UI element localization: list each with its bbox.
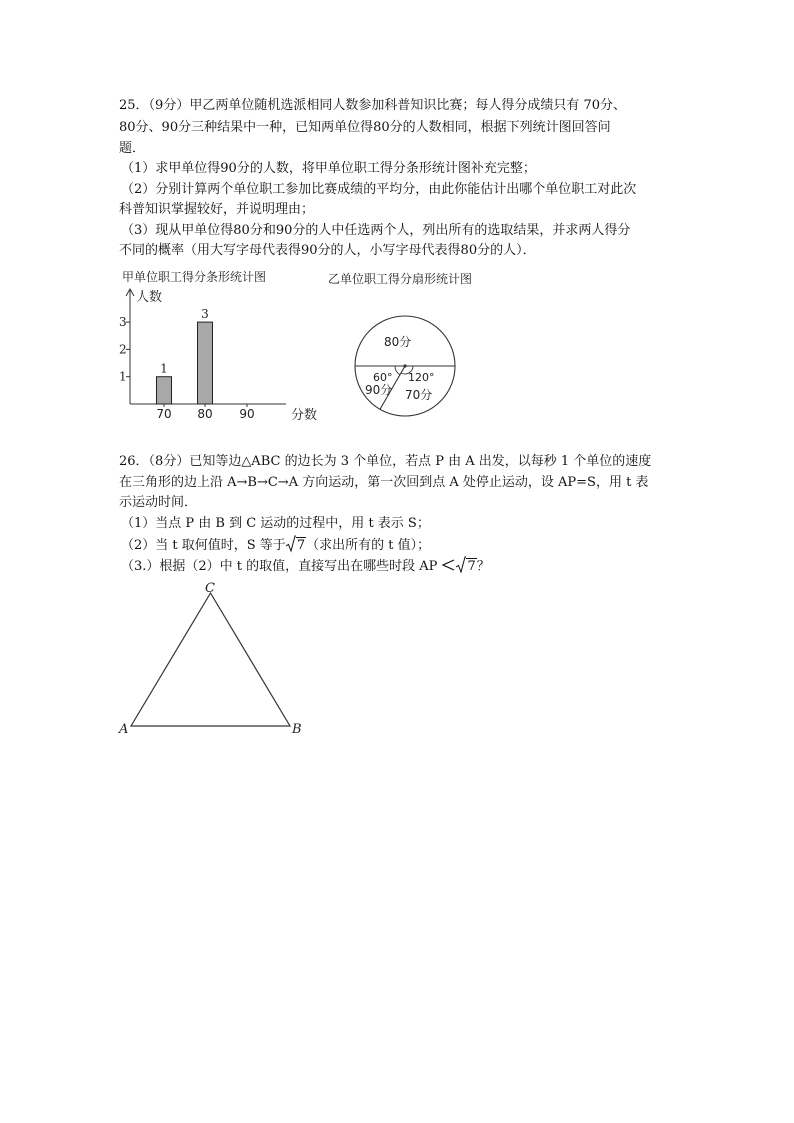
y-tick-label: 3	[119, 315, 127, 330]
equilateral-triangle	[131, 593, 290, 726]
x-axis-label: 分数	[291, 408, 318, 423]
q26-part-3	[121, 556, 490, 576]
y-tick-label: 1	[119, 369, 127, 384]
bar-80	[198, 322, 213, 404]
vertex-label-c: C	[205, 581, 215, 596]
triangle-figure	[110, 575, 310, 743]
pie-label-80: 80分	[384, 335, 412, 349]
q26-part-2-text-b: （求出所有的 t 值）；	[306, 538, 431, 553]
bar-70	[157, 377, 172, 404]
y-axis-label: 人数	[136, 290, 163, 305]
angle-arc-60	[395, 366, 400, 375]
q26-line-3: 示运动时间．	[119, 495, 198, 510]
q26-line-1: 26．（8分）已知等边△ABC 的边长为 3 个单位，若点 P 由 A 出发，以每秒 1 个单位的速度	[119, 454, 652, 469]
q25-line-2: 80分、90分三种结果中一种，已知两单位得80分的人数相同，根据下列统计图回答问	[119, 120, 611, 135]
x-tick-label: 70	[156, 407, 172, 421]
q26-line-2: 在三角形的边上沿 A→B→C→A 方向运动，第一次回到点 A 处停止运动，设 AP=S，用 t 表	[119, 475, 649, 490]
q26-part-1: （1）当点 P 由 B 到 C 运动的过程中，用 t 表示 S；	[121, 516, 430, 531]
q25-part-2-cont: 科普知识掌握较好，并说明理由；	[119, 202, 315, 217]
y-tick-label: 2	[119, 342, 127, 357]
x-tick-label: 90	[239, 407, 255, 421]
vertex-label-a: A	[119, 722, 129, 737]
sqrt-radicand: 7	[467, 559, 476, 574]
q25-line-3: 题．	[119, 141, 146, 156]
less-than-symbol	[440, 558, 456, 572]
sqrt-symbol	[456, 556, 466, 574]
sqrt-radicand: 7	[296, 538, 306, 553]
q25-part-3-cont: 不同的概率（用大写字母代表得90分的人，小写字母代表得80分的人）．	[119, 243, 536, 258]
angle-label-60: 60°	[373, 371, 393, 384]
pie-chart	[320, 268, 520, 424]
q26-part-2	[121, 535, 430, 555]
q25-part-1: （1）求甲单位得90分的人数，将甲单位职工得分条形统计图补充完整；	[121, 161, 536, 176]
q26-part-2-text-a: （2）当 t 取何值时，S 等于	[121, 538, 286, 553]
q26-part-3-text-b: ？	[476, 559, 490, 574]
q25-line-1: 25．（9分）甲乙两单位随机选派相同人数参加科普知识比赛；每人得分成绩只有 70分、	[119, 98, 626, 113]
angle-label-120: 120°	[408, 371, 435, 384]
x-tick-label: 80	[197, 407, 213, 421]
pie-center-dot	[403, 364, 406, 367]
sqrt-symbol	[286, 535, 296, 553]
q25-part-2: （2）分别计算两个单位职工参加比赛成绩的平均分，由此你能估计出哪个单位职工对此次	[121, 182, 637, 197]
pie-chart-title: 乙单位职工得分扇形统计图	[328, 272, 473, 286]
vertex-label-b: B	[292, 722, 302, 737]
q25-part-3: （3）现从甲单位得80分和90分的人中任选两个人，列出所有的选取结果，并求两人得分	[121, 223, 631, 238]
bar-value-label: 3	[201, 307, 209, 322]
q26-part-3-text-a: （3.）根据（2）中 t 的取值，直接写出在哪些时段 AP	[121, 559, 438, 574]
pie-label-70: 70分	[405, 388, 433, 402]
bar-value-label: 1	[160, 361, 168, 376]
bar-chart-title: 甲单位职工得分条形统计图	[122, 270, 267, 284]
bar-chart	[110, 266, 330, 424]
pie-label-90: 90分	[365, 383, 393, 397]
